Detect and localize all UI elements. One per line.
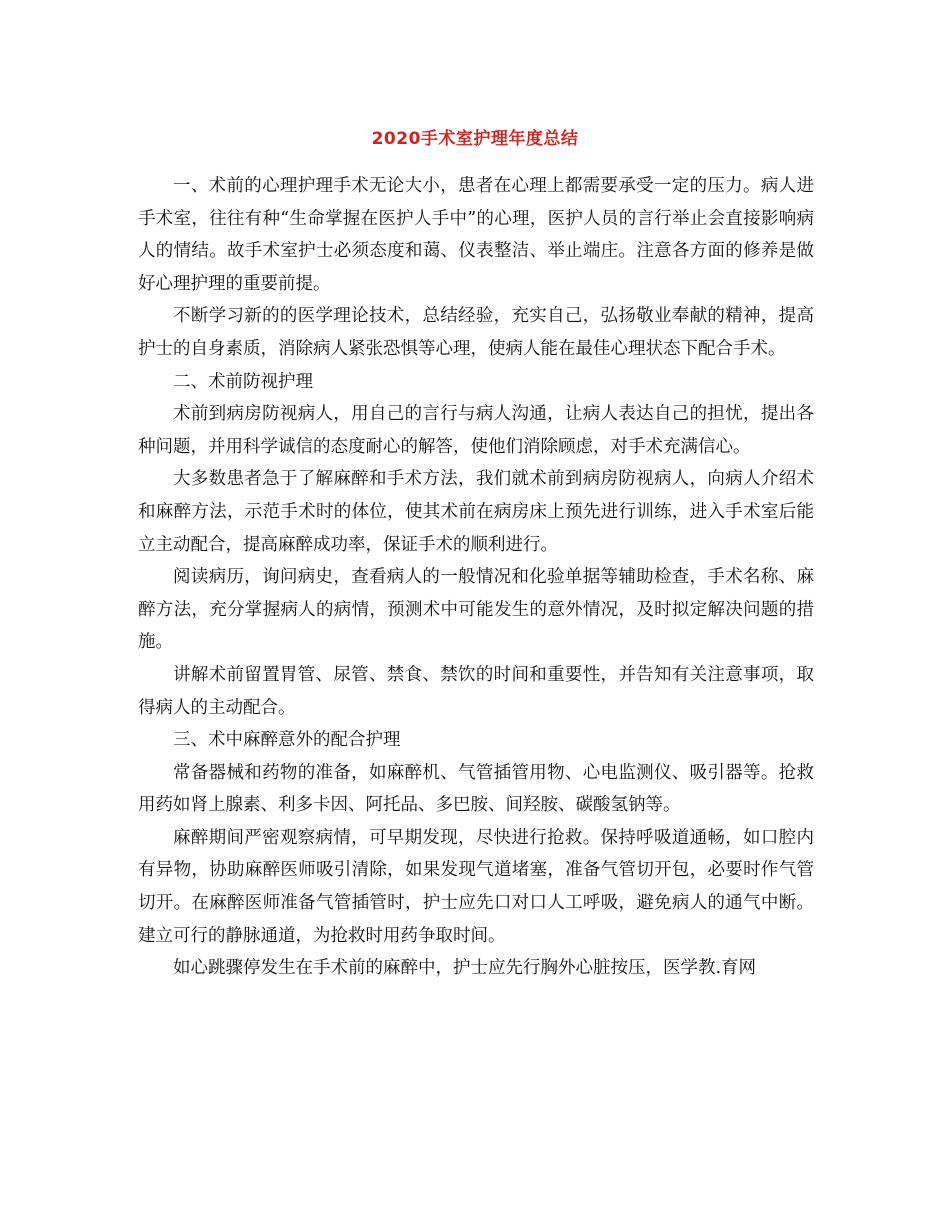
- section-heading: 三、术中麻醉意外的配合护理: [173, 730, 401, 751]
- paragraph: 术前到病房防视病人，用自己的言行与病人沟通，让病人表达自己的担忧，提出各种问题，并用科学诚信的态度耐心的解答，使他们消除顾虑，对手术充满信心。: [138, 404, 814, 457]
- paragraph: 如心跳骤停发生在手术前的麻醉中，护士应先行胸外心脏按压，医学教.育网: [173, 958, 757, 979]
- section-heading: 二、术前防视护理: [173, 371, 313, 392]
- document-title: 2020手术室护理年度总结: [371, 129, 579, 149]
- paragraph: 阅读病历，询问病史，查看病人的一般情况和化验单据等辅助检查，手术名称、麻醉方法，充分掌握病人的病情，预测术中可能发生的意外情况，及时拟定解决问题的措施。: [138, 567, 814, 653]
- document-body: [138, 170, 814, 985]
- paragraph: 大多数患者急于了解麻醉和手术方法，我们就术前到病房防视病人，向病人介绍术和麻醉方法，示范手术时的体位，使其术前在病房床上预先进行训练，进入手术室后能立主动配合，提高麻醉成功率，保证手术的顺利进行。: [138, 469, 814, 555]
- paragraph: 讲解术前留置胃管、尿管、禁食、禁饮的时间和重要性，并告知有关注意事项，取得病人的主动配合。: [138, 664, 814, 718]
- paragraph: 一、术前的心理护理手术无论大小，患者在心理上都需要承受一定的压力。病人进手术室，往往有种“生命掌握在医护人手中”的心理，医护人员的言行举止会直接影响病人的情结。故手术室护士必须态度和蔼、仪表整洁、举止端庄。注意各方面的修养是做好心理护理的重要前提。: [138, 176, 814, 294]
- paragraph: 常备器械和药物的准备，如麻醉机、气管插管用物、心电监测仪、吸引器等。抢救用药如肾上腺素、利多卡因、阿托品、多巴胺、间羟胺、碳酸氢钠等。: [138, 762, 814, 816]
- paragraph: 不断学习新的的医学理论技术，总结经验，充实自己，弘扬敬业奉献的精神，提高护士的自身素质，消除病人紧张恐惧等心理，使病人能在最佳心理状态下配合手术。: [138, 306, 814, 359]
- paragraph: 麻醉期间严密观察病情，可早期发现，尽快进行抢救。保持呼吸道通畅，如口腔内有异物，协助麻醉医师吸引清除，如果发现气道堵塞，准备气管切开包，必要时作气管切开。在麻醉医师准备气管插管时，护士应先口对口人工呼吸，避免病人的通气中断。建立可行的静脉通道，为抢救时用药争取时间。: [138, 827, 814, 946]
